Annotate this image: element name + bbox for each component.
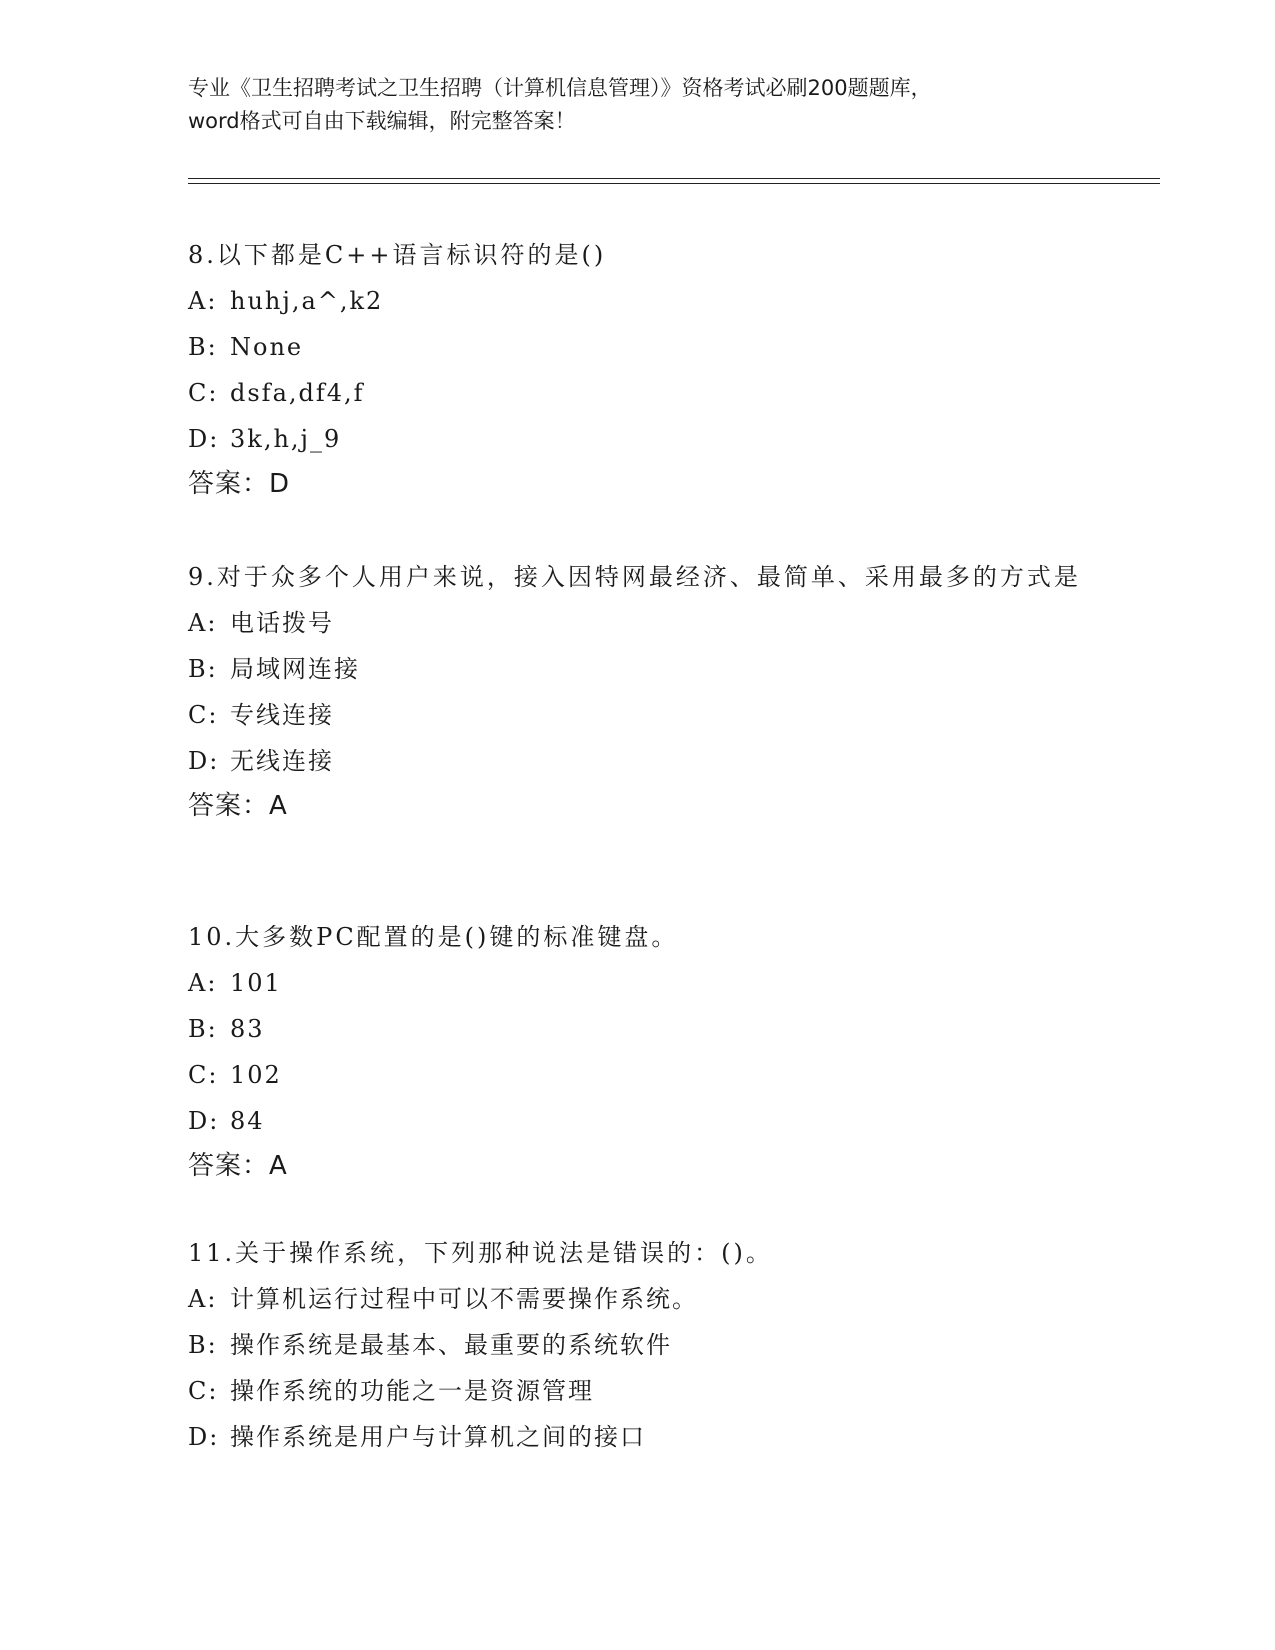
- option-letter: D:: [188, 1107, 220, 1135]
- option-a: [188, 960, 1088, 1006]
- answer-label: 答案：A: [188, 791, 288, 821]
- option-text: None: [230, 333, 304, 361]
- option-letter: B:: [188, 655, 218, 683]
- option-d: [188, 738, 1088, 784]
- option-text: 操作系统是用户与计算机之间的接口: [230, 1423, 646, 1451]
- option-text: 3k,h,j_9: [230, 425, 342, 453]
- option-letter: C:: [188, 1061, 219, 1089]
- question-text: 9.对于众多个人用户来说，接入因特网最经济、最简单、采用最多的方式是: [188, 563, 1081, 591]
- header-divider-top: [188, 178, 1160, 179]
- question-text: 11.关于操作系统，下列那种说法是错误的：()。: [188, 1239, 773, 1267]
- header-line-2: word格式可自由下载编辑，附完整答案！: [188, 109, 576, 133]
- option-letter: B:: [188, 1331, 218, 1359]
- option-text: 操作系统的功能之一是资源管理: [230, 1377, 594, 1405]
- option-text: huhj,a^,k2: [230, 287, 384, 315]
- option-c: [188, 370, 1088, 416]
- option-b: [188, 1006, 1088, 1052]
- option-text: 电话拨号: [230, 609, 334, 637]
- option-c: [188, 1052, 1088, 1098]
- option-letter: C:: [188, 379, 219, 407]
- option-c: [188, 692, 1088, 738]
- question-text: 8.以下都是C++语言标识符的是(): [188, 241, 607, 269]
- option-letter: B:: [188, 333, 218, 361]
- option-text: 操作系统是最基本、最重要的系统软件: [230, 1331, 672, 1359]
- question-text: 10.大多数PC配置的是()键的标准键盘。: [188, 923, 679, 951]
- document-header: [188, 72, 1088, 138]
- question-10: [188, 914, 1088, 1188]
- option-letter: D:: [188, 747, 220, 775]
- option-letter: A:: [188, 287, 218, 315]
- option-text: 计算机运行过程中可以不需要操作系统。: [230, 1285, 698, 1313]
- option-letter: D:: [188, 1423, 220, 1451]
- option-d: [188, 1098, 1088, 1144]
- option-d: [188, 1414, 1088, 1460]
- option-letter: A:: [188, 1285, 218, 1313]
- option-text: 局域网连接: [230, 655, 360, 683]
- option-b: [188, 646, 1088, 692]
- option-letter: A:: [188, 609, 218, 637]
- option-letter: C:: [188, 1377, 219, 1405]
- option-d: [188, 416, 1088, 462]
- option-text: dsfa,df4,f: [230, 379, 365, 407]
- question-9: [188, 554, 1088, 828]
- option-a: [188, 1276, 1088, 1322]
- option-letter: D:: [188, 425, 220, 453]
- header-divider-bottom: [188, 183, 1160, 184]
- question-8: [188, 232, 1088, 506]
- option-text: 83: [230, 1015, 265, 1043]
- option-a: [188, 278, 1088, 324]
- option-text: 101: [230, 969, 282, 997]
- question-11: [188, 1230, 1088, 1460]
- header-line-1: 专业《卫生招聘考试之卫生招聘（计算机信息管理）》资格考试必刷200题题库，: [188, 76, 932, 100]
- option-letter: C:: [188, 701, 219, 729]
- option-text: 84: [230, 1107, 265, 1135]
- option-letter: A:: [188, 969, 218, 997]
- option-text: 无线连接: [230, 747, 334, 775]
- option-a: [188, 600, 1088, 646]
- option-text: 102: [230, 1061, 282, 1089]
- option-b: [188, 1322, 1088, 1368]
- option-text: 专线连接: [230, 701, 334, 729]
- option-c: [188, 1368, 1088, 1414]
- option-letter: B:: [188, 1015, 218, 1043]
- option-b: [188, 324, 1088, 370]
- answer-label: 答案：D: [188, 469, 291, 499]
- answer-label: 答案：A: [188, 1151, 288, 1181]
